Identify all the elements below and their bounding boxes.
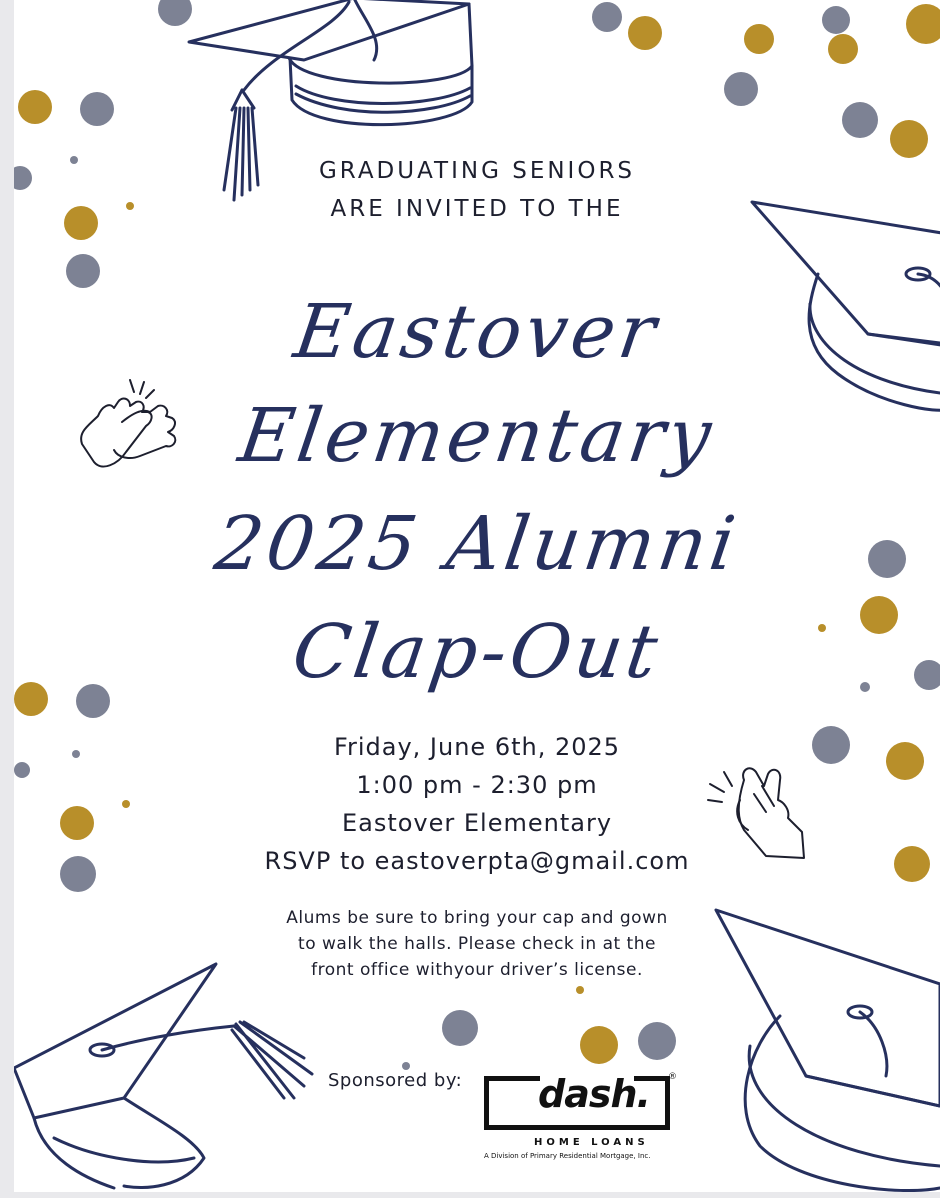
registered-mark: ®	[668, 1072, 677, 1082]
event-title-line-3: 2025 Alumni	[209, 501, 745, 587]
event-date: Friday, June 6th, 2025	[333, 733, 621, 761]
sponsor-label: Sponsored by:	[328, 1070, 463, 1091]
event-time: 1:00 pm - 2:30 pm	[356, 771, 598, 799]
sponsor-brand: dash.	[538, 1072, 650, 1116]
intro-line-1: GRADUATING SENIORS	[318, 158, 636, 184]
event-title-line-2: Elementary	[233, 393, 721, 479]
intro-line-2: ARE INVITED TO THE	[330, 196, 624, 222]
note-line-2: to walk the halls. Please check in at the	[298, 934, 656, 954]
note-line-1: Alums be sure to bring your cap and gown	[286, 908, 668, 928]
flyer-page	[14, 0, 940, 1192]
event-rsvp: RSVP to eastoverpta@gmail.com	[264, 847, 690, 875]
graduation-cap-icon	[184, 0, 484, 220]
event-title-line-4: Clap-Out	[287, 609, 667, 695]
event-title-line-1: Eastover	[289, 289, 665, 375]
note-line-3: front office withyour driver’s license.	[311, 960, 643, 980]
sponsor-division: A Division of Primary Residential Mortgage, Inc.	[484, 1152, 651, 1160]
event-location: Eastover Elementary	[341, 809, 613, 837]
sponsor-sub: HOME LOANS	[534, 1137, 649, 1148]
graduation-cap-icon	[14, 958, 314, 1192]
